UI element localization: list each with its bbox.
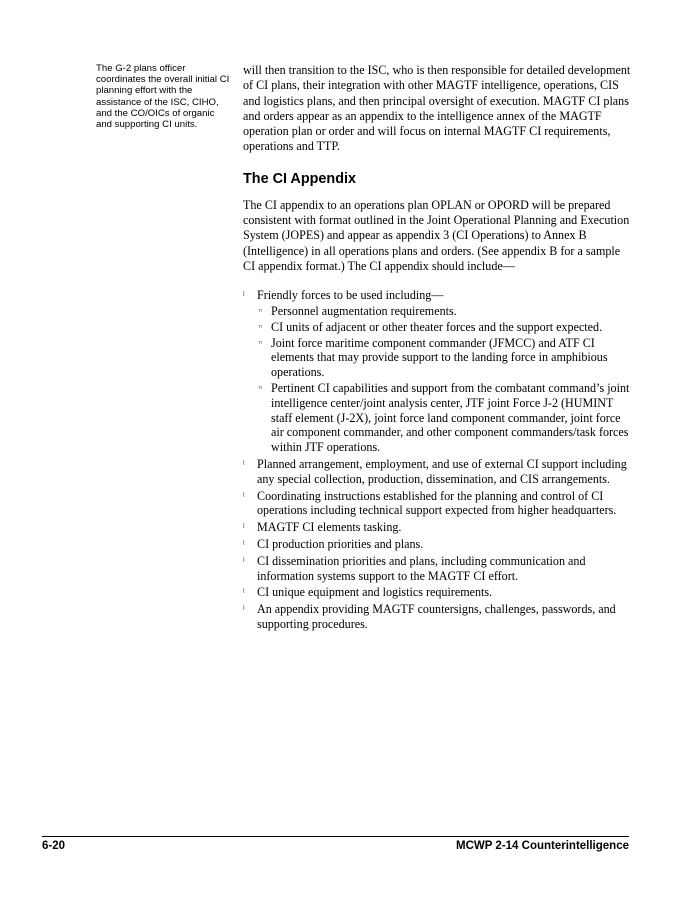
list-item — [243, 489, 631, 519]
list-item-text: MAGTF CI elements tasking. — [257, 520, 402, 535]
list-item-text: CI dissemination priorities and plans, including communication and information systems support to the MAGTF CI effort. — [257, 553, 586, 583]
sublist-item-text: Joint force maritime component commander (JFMCC) and ATF CI elements that may provide support to the landing force in amphibious operations. — [271, 335, 608, 380]
list-item-text: CI unique equipment and logistics requirements. — [257, 585, 493, 600]
list-item — [243, 457, 631, 487]
bullet-icon: l — [243, 291, 245, 299]
subbullet-icon: n — [259, 385, 263, 392]
intro-paragraph: will then transition to the ISC, who is then responsible for detailed development of CI plans, their integration with other MAGTF intelligence, operations, CIS and logistics plans, and then principal oversight of execution. MAGTF CI plans and orders appear as an appendix to the intelligence annex of the MAGTF operation plan or order and will focus on internal MAGTF CI requirements, operations and TTP. — [243, 63, 631, 154]
list-item — [243, 554, 631, 584]
sidebar-note: The G-2 plans officer coordinates the overall initial CI planning effort with the assistance of the ISC, CIHO, and the CO/OICs of organic and supporting CI units. — [96, 63, 230, 131]
sublist-item — [257, 336, 631, 380]
list-item — [243, 520, 631, 535]
sublist-item-text: CI units of adjacent or other theater forces and the support expected. — [271, 319, 603, 334]
list-item-text: Coordinating instructions established for the planning and control of CI operations including technical support expected from higher headquarters. — [257, 488, 617, 518]
subbullet-icon: n — [259, 339, 263, 346]
bullet-icon: l — [243, 605, 245, 613]
sublist-item-text: Personnel augmentation requirements. — [271, 304, 457, 319]
subbullet-icon: n — [259, 323, 263, 330]
bullet-icon: l — [243, 556, 245, 564]
footer-divider — [42, 836, 629, 837]
bullet-icon: l — [243, 540, 245, 548]
sublist-item — [257, 381, 631, 455]
subbullet-icon: n — [259, 308, 263, 315]
ci-appendix-list — [243, 288, 631, 632]
sublist-item — [257, 320, 631, 335]
friendly-forces-sublist — [257, 304, 631, 455]
list-item — [243, 288, 631, 455]
bullet-icon: l — [243, 588, 245, 596]
list-item-text: CI production priorities and plans. — [257, 537, 424, 552]
list-item — [243, 585, 631, 600]
sublist-item-text: Pertinent CI capabilities and support from the combatant command’s joint intelligence center/joint analysis center, JTF joint Force J-2 (HUMINT staff element (J-2X), joint force land component commander, joint force air component commander, and other component commanders/task forces within JTF operations. — [271, 381, 630, 455]
bullet-icon: l — [243, 523, 245, 531]
list-item — [243, 537, 631, 552]
section-heading: The CI Appendix — [243, 170, 356, 187]
list-item-text: An appendix providing MAGTF countersigns, challenges, passwords, and supporting procedures. — [257, 602, 616, 631]
list-item-text: Friendly forces to be used including— — [257, 288, 444, 303]
publication-title: MCWP 2-14 Counterintelligence — [456, 840, 629, 852]
page-number: 6-20 — [42, 840, 66, 852]
bullet-icon: l — [243, 491, 245, 499]
main-content — [243, 63, 631, 634]
sublist-item — [257, 304, 631, 319]
bullet-icon: l — [243, 460, 245, 468]
list-item — [243, 602, 631, 632]
list-item-text: Planned arrangement, employment, and use of external CI support including any special collection, production, dissemination, and CIS arrangements. — [257, 457, 627, 486]
section-paragraph: The CI appendix to an operations plan OPLAN or OPORD will be prepared consistent with format outlined in the Joint Operational Planning and Execution System (JOPES) and appear as appendix 3 (CI Operations) to Annex B (Intelligence) in all operations plans and orders. (See appendix B for a sample CI appendix format.) The CI appendix should include— — [243, 197, 630, 273]
